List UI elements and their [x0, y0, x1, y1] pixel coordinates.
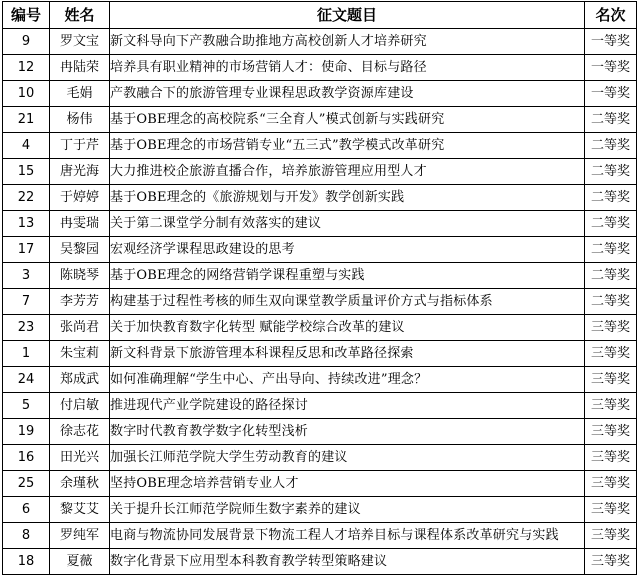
- row-name: 余瑾秋: [50, 471, 110, 497]
- header-name: 姓名: [50, 2, 110, 29]
- row-name: 唐光海: [50, 159, 110, 185]
- row-title: 基于OBE理念的市场营销专业“五三式”教学模式改革研究: [110, 133, 585, 159]
- row-title: 基于OBE理念的《旅游规划与开发》教学创新实践: [110, 185, 585, 211]
- row-rank: 三等奖: [585, 341, 637, 367]
- header-rank: 名次: [585, 2, 637, 29]
- row-rank: 二等奖: [585, 159, 637, 185]
- row-id: 5: [3, 393, 50, 419]
- row-rank: 三等奖: [585, 393, 637, 419]
- row-rank: 三等奖: [585, 367, 637, 393]
- row-name: 黎艾艾: [50, 497, 110, 523]
- header-row: [3, 2, 637, 29]
- row-title: 构建基于过程性考核的师生双向课堂教学质量评价方式与指标体系: [110, 289, 585, 315]
- row-name: 徐志花: [50, 419, 110, 445]
- row-name: 冉雯瑞: [50, 211, 110, 237]
- row-id: 12: [3, 55, 50, 81]
- table-row: [3, 107, 637, 133]
- row-name: 吴黎园: [50, 237, 110, 263]
- row-id: 19: [3, 419, 50, 445]
- row-rank: 二等奖: [585, 289, 637, 315]
- row-title: 大力推进校企旅游直播合作，培养旅游管理应用型人才: [110, 159, 585, 185]
- row-title: 坚持OBE理念培养营销专业人才: [110, 471, 585, 497]
- header-id: 编号: [3, 2, 50, 29]
- row-rank: 三等奖: [585, 471, 637, 497]
- row-id: 22: [3, 185, 50, 211]
- table-row: [3, 393, 637, 419]
- row-id: 8: [3, 523, 50, 549]
- row-name: 冉陆荣: [50, 55, 110, 81]
- row-id: 6: [3, 497, 50, 523]
- row-title: 推进现代产业学院建设的路径探讨: [110, 393, 585, 419]
- row-rank: 二等奖: [585, 263, 637, 289]
- table-row: [3, 81, 637, 107]
- header-title: 征文题目: [110, 2, 585, 29]
- row-name: 毛娟: [50, 81, 110, 107]
- row-id: 10: [3, 81, 50, 107]
- row-id: 7: [3, 289, 50, 315]
- table-header: [3, 2, 637, 29]
- row-name: 朱宝莉: [50, 341, 110, 367]
- row-rank: 一等奖: [585, 29, 637, 55]
- row-id: 4: [3, 133, 50, 159]
- table-row: [3, 211, 637, 237]
- row-rank: 一等奖: [585, 81, 637, 107]
- row-name: 于婷婷: [50, 185, 110, 211]
- row-title: 如何准确理解“学生中心、产出导向、持续改进”理念？: [110, 367, 585, 393]
- row-name: 杨伟: [50, 107, 110, 133]
- row-rank: 二等奖: [585, 211, 637, 237]
- row-id: 24: [3, 367, 50, 393]
- row-rank: 二等奖: [585, 237, 637, 263]
- row-title: 新文科背景下旅游管理本科课程反思和改革路径探索: [110, 341, 585, 367]
- row-id: 16: [3, 445, 50, 471]
- table-row: [3, 185, 637, 211]
- row-rank: 三等奖: [585, 523, 637, 549]
- table-row: [3, 289, 637, 315]
- row-title: 关于提升长江师范学院师生数字素养的建议: [110, 497, 585, 523]
- table-row: [3, 471, 637, 497]
- table-row: [3, 263, 637, 289]
- row-id: 21: [3, 107, 50, 133]
- row-name: 张尚君: [50, 315, 110, 341]
- row-name: 罗纯军: [50, 523, 110, 549]
- row-title: 关于加快教育数字化转型 赋能学校综合改革的建议: [110, 315, 585, 341]
- row-rank: 二等奖: [585, 133, 637, 159]
- table-row: [3, 367, 637, 393]
- row-rank: 三等奖: [585, 549, 637, 575]
- table-row: [3, 549, 637, 575]
- table-row: [3, 497, 637, 523]
- table-row: [3, 445, 637, 471]
- row-rank: 三等奖: [585, 419, 637, 445]
- row-name: 陈晓琴: [50, 263, 110, 289]
- table-body: [3, 29, 637, 575]
- row-name: 李芳芳: [50, 289, 110, 315]
- row-title: 数字时代教育教学数字化转型浅析: [110, 419, 585, 445]
- row-rank: 三等奖: [585, 315, 637, 341]
- row-id: 1: [3, 341, 50, 367]
- award-table: [2, 1, 637, 575]
- table-row: [3, 159, 637, 185]
- row-id: 13: [3, 211, 50, 237]
- row-rank: 一等奖: [585, 55, 637, 81]
- row-title: 宏观经济学课程思政建设的思考: [110, 237, 585, 263]
- row-rank: 三等奖: [585, 445, 637, 471]
- row-title: 基于OBE理念的网络营销学课程重塑与实践: [110, 263, 585, 289]
- row-title: 产教融合下的旅游管理专业课程思政教学资源库建设: [110, 81, 585, 107]
- row-rank: 三等奖: [585, 497, 637, 523]
- row-id: 23: [3, 315, 50, 341]
- row-title: 新文科导向下产教融合助推地方高校创新人才培养研究: [110, 29, 585, 55]
- row-title: 电商与物流协同发展背景下物流工程人才培养目标与课程体系改革研究与实践: [110, 523, 585, 549]
- table-row: [3, 29, 637, 55]
- table-row: [3, 133, 637, 159]
- table-row: [3, 55, 637, 81]
- row-id: 9: [3, 29, 50, 55]
- row-title: 基于OBE理念的高校院系“三全育人”模式创新与实践研究: [110, 107, 585, 133]
- row-name: 付启敏: [50, 393, 110, 419]
- row-id: 17: [3, 237, 50, 263]
- row-name: 罗文宝: [50, 29, 110, 55]
- row-id: 25: [3, 471, 50, 497]
- row-id: 3: [3, 263, 50, 289]
- table-row: [3, 341, 637, 367]
- row-name: 夏薇: [50, 549, 110, 575]
- row-title: 数字化背景下应用型本科教育教学转型策略建议: [110, 549, 585, 575]
- row-id: 18: [3, 549, 50, 575]
- row-name: 郑成武: [50, 367, 110, 393]
- table-row: [3, 237, 637, 263]
- table-row: [3, 315, 637, 341]
- row-rank: 二等奖: [585, 107, 637, 133]
- row-name: 田光兴: [50, 445, 110, 471]
- row-name: 丁于芹: [50, 133, 110, 159]
- row-id: 15: [3, 159, 50, 185]
- table-row: [3, 419, 637, 445]
- row-title: 培养具有职业精神的市场营销人才：使命、目标与路径: [110, 55, 585, 81]
- row-title: 加强长江师范学院大学生劳动教育的建议: [110, 445, 585, 471]
- row-title: 关于第二课堂学分制有效落实的建议: [110, 211, 585, 237]
- row-rank: 二等奖: [585, 185, 637, 211]
- table-row: [3, 523, 637, 549]
